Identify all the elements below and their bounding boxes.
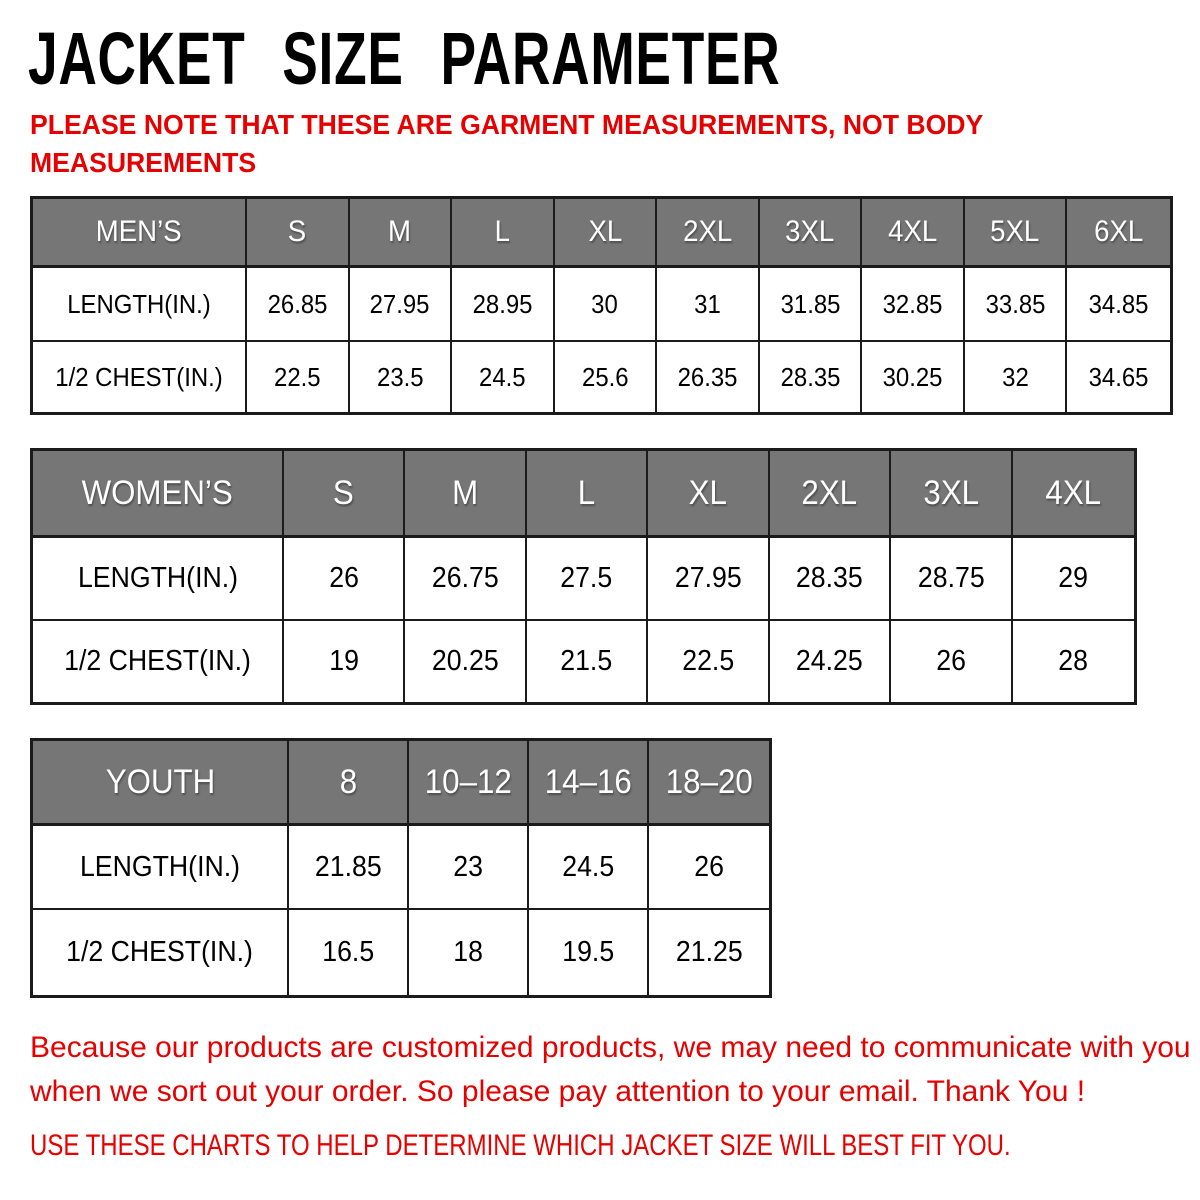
table-cell: 26.75 <box>405 538 526 621</box>
table-header-cell: M <box>405 451 526 538</box>
youth-size-table <box>30 738 772 998</box>
table-header-cell: L <box>527 451 648 538</box>
table-header-cell: 4XL <box>862 199 965 268</box>
table-cell: 27.95 <box>350 268 453 342</box>
table-header-cell: 2XL <box>770 451 891 538</box>
table-cell: 30.25 <box>862 342 965 412</box>
table-cell: 27.5 <box>527 538 648 621</box>
table-header-cell: 3XL <box>760 199 863 268</box>
table-cell: 28.35 <box>770 538 891 621</box>
notice-line-2: when we sort out your order. So please pay attention to your email. Thank You ! <box>30 1075 1086 1108</box>
table-cell: 24.25 <box>770 621 891 702</box>
table-cell: 27.95 <box>648 538 769 621</box>
row-label-cell: LENGTH(IN.) <box>33 538 284 621</box>
table-header-cell: MEN’S <box>33 199 247 268</box>
table-cell: 32.85 <box>862 268 965 342</box>
table-cell: 26 <box>649 826 769 910</box>
note-line-2: MEASUREMENTS <box>30 147 257 178</box>
table-cell: 28.75 <box>891 538 1012 621</box>
womens-size-table <box>30 448 1137 705</box>
table-header-cell: XL <box>555 199 658 268</box>
mens-size-table <box>30 196 1173 415</box>
table-cell: 21.85 <box>289 826 409 910</box>
row-label-cell: LENGTH(IN.) <box>33 826 289 910</box>
table-cell: 23 <box>409 826 529 910</box>
table-cell: 16.5 <box>289 910 409 995</box>
table-cell: 28.95 <box>452 268 555 342</box>
table-header-cell: 5XL <box>965 199 1068 268</box>
table-header-cell: 4XL <box>1013 451 1134 538</box>
table-header-cell: S <box>247 199 350 268</box>
table-cell: 24.5 <box>529 826 649 910</box>
row-label-cell: 1/2 CHEST(IN.) <box>33 342 247 412</box>
table-cell: 26.85 <box>247 268 350 342</box>
table-cell: 21.5 <box>527 621 648 702</box>
chart-usage-note: USE THESE CHARTS TO HELP DETERMINE WHICH JACKET SIZE WILL BEST FIT YOU. <box>30 1129 1011 1162</box>
table-header-cell: S <box>284 451 405 538</box>
table-cell: 28 <box>1013 621 1134 702</box>
garment-measurement-note <box>30 106 983 182</box>
table-header-cell: 3XL <box>891 451 1012 538</box>
table-header-cell: 10–12 <box>409 741 529 826</box>
table-cell: 20.25 <box>405 621 526 702</box>
note-line-1: PLEASE NOTE THAT THESE ARE GARMENT MEASUREMENTS, NOT BODY <box>30 109 984 140</box>
table-cell: 34.85 <box>1067 268 1170 342</box>
table-header-cell: YOUTH <box>33 741 289 826</box>
table-cell: 29 <box>1013 538 1134 621</box>
table-cell: 26 <box>891 621 1012 702</box>
table-header-cell: 18–20 <box>649 741 769 826</box>
table-cell: 26 <box>284 538 405 621</box>
row-label-cell: LENGTH(IN.) <box>33 268 247 342</box>
table-cell: 31.85 <box>760 268 863 342</box>
table-header-cell: M <box>350 199 453 268</box>
table-header-cell: 8 <box>289 741 409 826</box>
table-header-cell: 2XL <box>657 199 760 268</box>
table-cell: 19.5 <box>529 910 649 995</box>
row-label-cell: 1/2 CHEST(IN.) <box>33 621 284 702</box>
table-cell: 28.35 <box>760 342 863 412</box>
table-cell: 19 <box>284 621 405 702</box>
page-title: JACKET SIZE PARAMETER <box>28 17 781 100</box>
table-cell: 25.6 <box>555 342 658 412</box>
table-cell: 31 <box>657 268 760 342</box>
table-cell: 22.5 <box>247 342 350 412</box>
table-cell: 21.25 <box>649 910 769 995</box>
notice-line-1: Because our products are customized products, we may need to communicate with you <box>30 1031 1191 1064</box>
table-cell: 23.5 <box>350 342 453 412</box>
table-cell: 30 <box>555 268 658 342</box>
table-cell: 22.5 <box>648 621 769 702</box>
customization-notice <box>30 1026 1191 1114</box>
table-cell: 34.65 <box>1067 342 1170 412</box>
row-label-cell: 1/2 CHEST(IN.) <box>33 910 289 995</box>
table-cell: 24.5 <box>452 342 555 412</box>
table-header-cell: XL <box>648 451 769 538</box>
table-cell: 26.35 <box>657 342 760 412</box>
table-cell: 18 <box>409 910 529 995</box>
table-cell: 32 <box>965 342 1068 412</box>
table-cell: 33.85 <box>965 268 1068 342</box>
table-header-cell: WOMEN’S <box>33 451 284 538</box>
table-header-cell: L <box>452 199 555 268</box>
table-header-cell: 6XL <box>1067 199 1170 268</box>
table-header-cell: 14–16 <box>529 741 649 826</box>
